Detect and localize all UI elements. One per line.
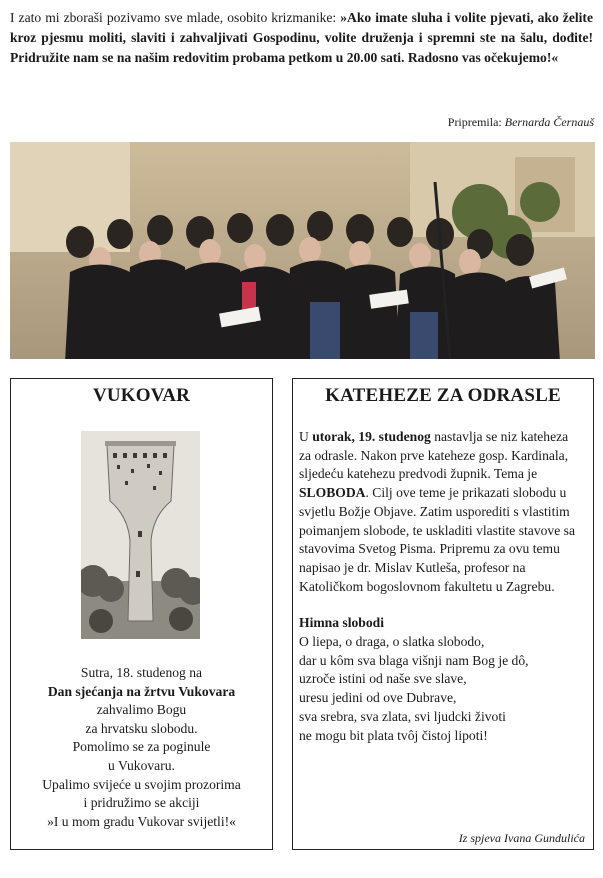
catechesis-date: utorak, 19. studenog xyxy=(312,429,431,444)
text-run: . Cilj ove teme je prikazati slobodu u svjetlu Božje Objave. Zatim usporediti s vlastitim poimanjem slobode, te uskladiti vlastite stavove sa stavovima Svetog Pisma. Pripremu za ovu temu napisao je dr. Mislav Kutleša, profesor na Katoličkom bogoslovnom fakultetu u Zagrebu. xyxy=(299,485,575,594)
vukovar-line: »I u mom gradu Vukovar svijetli!« xyxy=(47,813,236,829)
vukovar-line: Sutra, 18. studenog na xyxy=(80,665,203,680)
hymn-line: uzroče istini od naše sve slave, xyxy=(299,671,467,687)
vukovar-line: Pomolimo se za poginule xyxy=(72,739,211,755)
hymn-credit: Iz spjeva Ivana Gundulića xyxy=(458,831,585,845)
vukovar-line: zahvalimo Bogu xyxy=(96,702,187,718)
catechesis-title: KATEHEZE ZA ODRASLE xyxy=(325,385,561,406)
hymn-line: dar u kôm sva blaga višnji nam Bog je dô, xyxy=(299,652,529,668)
hymn-line: ne mogu bit plata tvôj čistoj lipoti! xyxy=(299,727,488,743)
vukovar-line: i pridružimo se akciji xyxy=(83,795,200,811)
choir-photo xyxy=(10,142,595,359)
text-run: nastavlja se niz kateheza za odrasle. Nakon prve kateheze gosp. Kardinala, sljedeću katehezu predvodi župnik. Tema je xyxy=(299,429,569,482)
hymn-line: uresu jedini od ove Dubrave, xyxy=(299,690,457,706)
hymn-line: sva srebra, sva zlata, svi ljudcki životi xyxy=(299,708,506,724)
catechesis-paragraph xyxy=(299,428,581,596)
credit-name: Bernarda Černauš xyxy=(504,115,594,129)
hymn-line: O liepa, o draga, o slatka slobodo, xyxy=(299,634,485,650)
intro-paragraph xyxy=(10,8,593,68)
intro-bold-text: »Ako imate sluha i volite pjevati, ako želite kroz pjesmu moliti, slaviti i zahvaljivati Gospodinu, volite druženja i spremni ste na šalu, dođite! Pridružite nam se na našim redovitim probama petkom u 20.00 sati. Radosno vas očekujemo!« xyxy=(10,10,593,65)
intro-plain-text: I zato mi zboraši pozivamo sve mlade, osobito krizmanike: xyxy=(10,10,341,25)
author-credit xyxy=(448,115,594,130)
catechesis-box xyxy=(292,378,594,850)
water-tower-image xyxy=(81,431,200,639)
vukovar-line: u Vukovaru. xyxy=(108,757,175,773)
vukovar-box xyxy=(10,378,273,850)
vukovar-line: Upalimo svijeće u svojim prozorima xyxy=(42,776,241,792)
vukovar-line-bold: Dan sjećanja na žrtvu Vukovara xyxy=(47,683,236,699)
credit-label: Pripremila: xyxy=(447,115,502,129)
vukovar-line: za hrvatsku slobodu. xyxy=(85,720,198,736)
text-run: U xyxy=(299,429,313,444)
catechesis-topic: SLOBODA xyxy=(299,485,366,501)
vukovar-text xyxy=(11,664,272,831)
hymn-title: Himna slobodi xyxy=(299,615,384,631)
catechesis-text xyxy=(299,428,581,745)
vukovar-title: VUKOVAR xyxy=(92,385,191,406)
